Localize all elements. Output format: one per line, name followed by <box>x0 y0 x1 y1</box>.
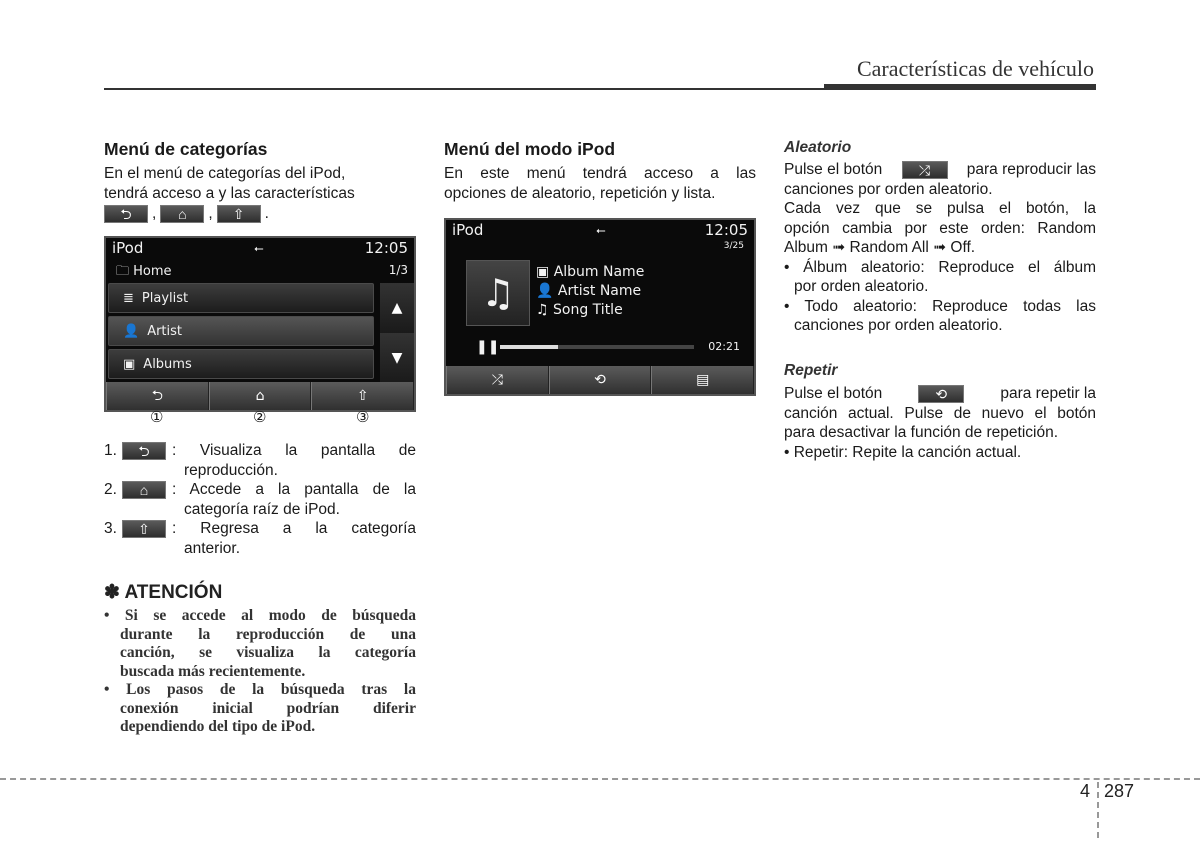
page-indicator: 1/3 <box>388 263 408 277</box>
aleatorio-bullet: • Todo aleatorio: Reproduce todas las <box>784 297 1096 315</box>
aleatorio-body <box>784 160 1096 336</box>
shuffle-button[interactable] <box>446 366 549 394</box>
repetir-line <box>784 384 1096 404</box>
progress-fill <box>500 345 558 349</box>
aleatorio-bullet: • Álbum aleatorio: Reproduce el álbum <box>784 258 1096 276</box>
chapter-number: 4 <box>1080 781 1091 801</box>
legend-item <box>104 441 416 461</box>
list-item-playlist[interactable] <box>108 283 374 313</box>
home-crumb-label: Home <box>133 264 172 279</box>
home-icon: ⌂ <box>160 205 204 223</box>
categories-intro <box>104 164 416 225</box>
legend-text-cont: anterior. <box>184 539 241 557</box>
repetir-line: canción actual. Pulse de nuevo el botón <box>784 404 1096 422</box>
list-item-artist[interactable] <box>108 316 374 346</box>
list-button[interactable] <box>651 366 754 394</box>
text-part: Pulse el botón <box>784 385 883 402</box>
repetir-line: para desactivar la función de repetición. <box>784 424 1058 441</box>
song-line <box>536 302 644 318</box>
folder-icon: 🗀 <box>116 264 130 279</box>
up-folder-icon: ⇧ <box>122 520 166 538</box>
back-icon: ⮌ <box>104 205 148 223</box>
aleatorio-bullet-cont: canciones por orden aleatorio. <box>794 317 1003 334</box>
section-heading-categories: Menú de categorías <box>104 139 268 159</box>
text-part: para repetir la <box>1000 385 1096 402</box>
album-name: Album Name <box>553 264 645 280</box>
footer-divider <box>1097 782 1099 838</box>
status-bar <box>446 220 754 242</box>
artist-name: Artist Name <box>557 283 642 299</box>
repetir-bullet: • Repetir: Repite la canción actual. <box>784 443 1022 461</box>
list-item-label: Artist <box>147 323 183 339</box>
up-folder-icon: ⇧ <box>217 205 261 223</box>
ipod-mode-intro <box>444 164 756 203</box>
up-folder-button[interactable] <box>311 382 414 410</box>
intro-line: tendrá acceso a y las características <box>104 184 355 202</box>
legend-text: : Visualiza la pantalla de <box>172 442 416 459</box>
note-line: conexión inicial podrían diferir <box>120 699 416 717</box>
legend-text: : Regresa a la categoría <box>172 520 416 537</box>
source-label: iPod <box>112 239 144 257</box>
home-crumb[interactable] <box>116 262 172 284</box>
song-title: Song Title <box>553 302 623 318</box>
usb-icon: ⭠ <box>254 241 264 255</box>
note-line: canción, se visualiza la categoría <box>120 644 416 661</box>
repeat-button[interactable] <box>549 366 652 394</box>
shuffle-icon: ⤮ <box>491 372 503 388</box>
home-button[interactable] <box>209 382 312 410</box>
callout-1: ① <box>150 409 164 426</box>
intro-line: En este menú tendrá acceso a las <box>444 165 756 182</box>
legend-item <box>104 519 416 539</box>
home-icon: ⌂ <box>255 388 265 404</box>
legend-text: : Accede a la pantalla de la <box>172 481 416 498</box>
text-part: para reproducir las <box>966 161 1096 178</box>
back-button[interactable] <box>106 382 209 410</box>
footer-rule <box>0 778 1200 780</box>
album-icon: ▣ <box>536 264 554 280</box>
arrow-down-icon: ▼ <box>391 350 403 366</box>
usb-icon: ⭠ <box>596 223 606 237</box>
artist-line <box>536 283 644 299</box>
home-icon: ⌂ <box>122 481 166 499</box>
note-line: • Si se accede al modo de búsqueda <box>104 607 416 624</box>
callout-2: ② <box>253 409 267 426</box>
page-header-title: Características de vehículo <box>856 56 1094 81</box>
category-softkeys <box>106 382 414 410</box>
page-number: 287 <box>1104 781 1135 801</box>
up-folder-icon: ⇧ <box>356 388 369 404</box>
track-info <box>536 264 644 318</box>
legend-num: 1. <box>104 442 117 459</box>
aleatorio-heading: Aleatorio <box>784 139 852 156</box>
intro-line: En el menú de categorías del iPod, <box>104 165 346 182</box>
progress-track[interactable] <box>500 345 694 349</box>
music-note-icon: ♫ <box>480 271 516 315</box>
shuffle-icon: ⤮ <box>902 161 948 179</box>
pause-icon[interactable]: ❚❚ <box>476 339 500 355</box>
list-item-label: Albums <box>143 356 192 372</box>
back-icon: ⮌ <box>151 388 163 404</box>
aleatorio-bullet-cont: por orden aleatorio. <box>794 278 929 295</box>
repeat-icon: ⟲ <box>594 372 606 388</box>
album-icon: ▣ <box>123 356 136 372</box>
source-label: iPod <box>452 221 484 239</box>
aleatorio-line: Cada vez que se pulsa el botón, la <box>784 200 1096 217</box>
person-icon: 👤 <box>123 323 140 339</box>
button-legend <box>104 441 416 558</box>
playback-softkeys <box>446 366 754 394</box>
music-note-icon: ♫ <box>536 302 554 318</box>
scroll-up-button[interactable] <box>380 283 414 333</box>
ipod-category-screen <box>104 236 416 412</box>
note-line: • Los pasos de la búsqueda tras la <box>104 681 416 698</box>
repetir-heading: Repetir <box>784 362 838 379</box>
section-heading-ipod-mode: Menú del modo iPod <box>444 139 616 159</box>
playlist-icon: ≣ <box>123 290 134 306</box>
note-line: buscada más recientemente. <box>120 662 306 680</box>
list-item-label: Playlist <box>141 290 189 306</box>
album-line <box>536 264 644 280</box>
person-icon: 👤 <box>536 283 558 299</box>
comma: , <box>208 205 213 223</box>
attention-title: ✽ ATENCIÓN <box>104 582 223 603</box>
header-rule-bar <box>824 84 1096 90</box>
legend-num: 2. <box>104 481 117 498</box>
note-line: dependiendo del tipo de iPod. <box>120 718 316 735</box>
aleatorio-line: canciones por orden aleatorio. <box>784 180 993 198</box>
ipod-play-screen <box>444 218 756 396</box>
arrow-up-icon: ▲ <box>391 300 403 316</box>
album-art-placeholder <box>466 260 530 326</box>
intro-line: opciones de aleatorio, repetición y lista. <box>444 184 716 202</box>
repetir-body <box>784 384 1096 462</box>
elapsed-time: 02:21 <box>708 340 740 353</box>
attention-notes <box>104 607 416 737</box>
text-part: Pulse el botón <box>784 161 883 178</box>
clock: 12:05 <box>704 221 748 239</box>
note-line: durante la reproducción de una <box>120 625 416 643</box>
legend-text-cont: categoría raíz de iPod. <box>184 500 340 518</box>
clock: 12:05 <box>364 239 408 257</box>
track-counter: 3/25 <box>723 241 744 251</box>
comma: , <box>152 205 157 223</box>
list-icon: ▤ <box>696 372 710 388</box>
intro-icons-line <box>104 203 416 225</box>
back-icon: ⮌ <box>122 442 166 460</box>
legend-num: 3. <box>104 520 117 537</box>
period: . <box>264 205 269 223</box>
list-item-albums[interactable] <box>108 349 374 379</box>
status-bar <box>106 238 414 260</box>
aleatorio-line <box>784 160 1096 180</box>
legend-text-cont: reproducción. <box>184 461 278 479</box>
repeat-icon: ⟲ <box>918 385 964 403</box>
scroll-down-button[interactable] <box>380 333 414 383</box>
callout-3: ③ <box>356 409 370 426</box>
header-rule <box>104 88 824 90</box>
legend-item <box>104 480 416 500</box>
aleatorio-line: Album ➟ Random All ➟ Off. <box>784 239 976 256</box>
aleatorio-line: opción cambia por este orden: Random <box>784 219 1096 237</box>
